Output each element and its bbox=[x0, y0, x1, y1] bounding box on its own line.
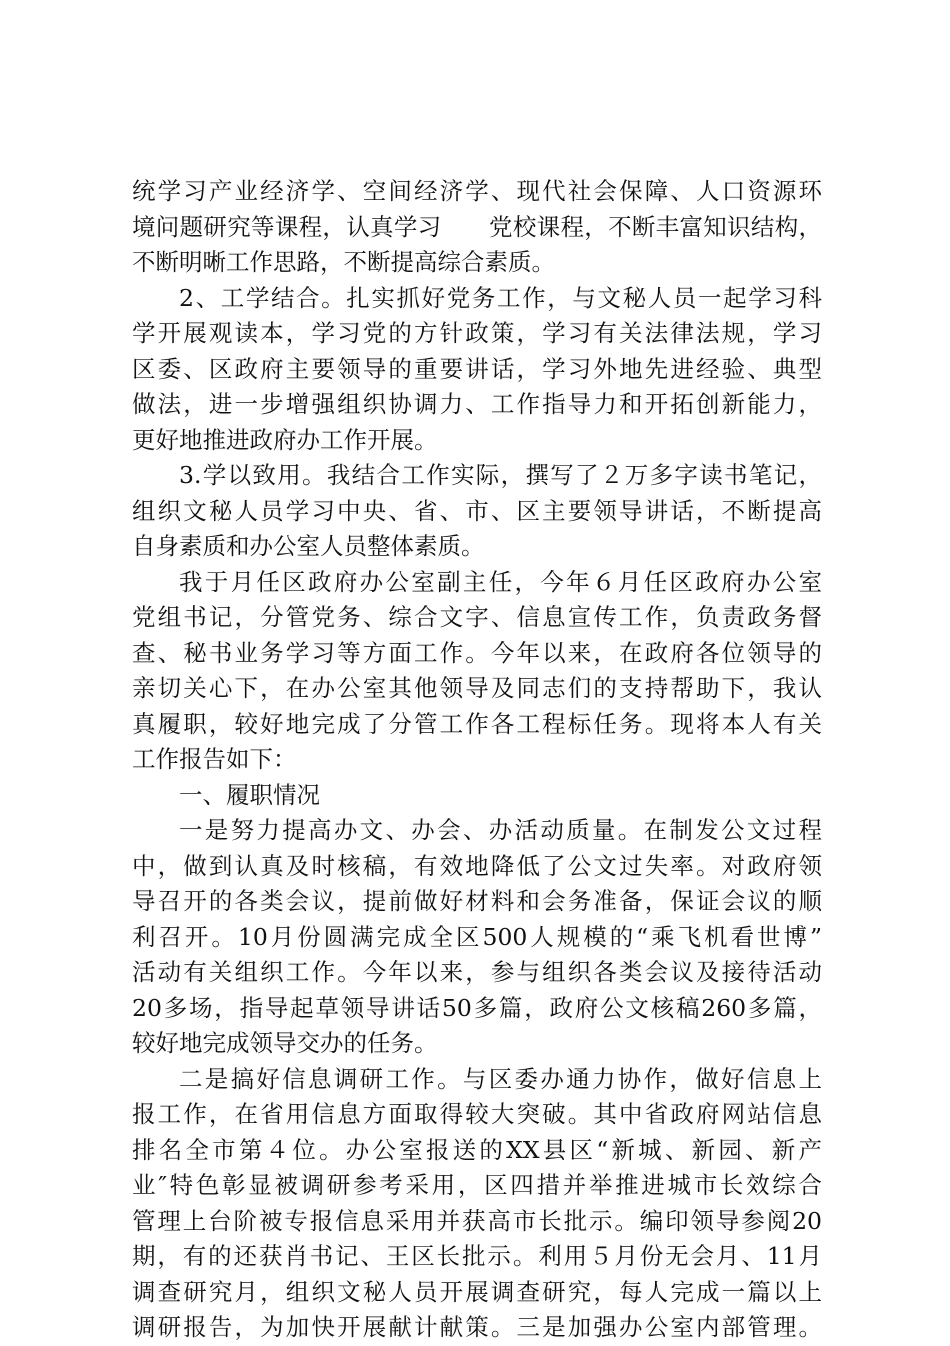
paragraph-start-line: 我于月任区政府办公室副主任，今年６月任区政府办公室 bbox=[179, 567, 822, 596]
document-body bbox=[132, 174, 822, 1346]
text-line: 较好地完成领导交办的任务。 bbox=[132, 1029, 438, 1057]
text-line: 组织文秘人员学习中央、省、市、区主要领导讲话，不断提高 bbox=[132, 496, 822, 525]
text-line: 导召开的各类会议，提前做好材料和会务准备，保证会议的顺 bbox=[132, 887, 822, 915]
section-heading: 一、履职情况 bbox=[179, 780, 320, 809]
text-line: 更好地推进政府办工作开展。 bbox=[132, 425, 438, 454]
text-line: 真履职，较好地完成了分管工作各工程标任务。现将本人有关 bbox=[132, 709, 822, 738]
text-line: 利召开。10月份圆满完成全区500人规模的“乘飞机看世博” bbox=[132, 922, 822, 951]
text-line: 不断明晰工作思路，不断提高综合素质。 bbox=[132, 248, 555, 276]
text-line: 党组书记，分管党务、综合文字、信息宣传工作，负责政务督 bbox=[132, 603, 822, 631]
text-line: 亲切关心下，在办公室其他领导及同志们的支持帮助下，我认 bbox=[132, 674, 822, 702]
text-line: 业″特色彰显被调研参考采用，区四措并举推进城市长效综合 bbox=[132, 1171, 822, 1199]
text-line: 调研报告，为加快开展献计献策。三是加强办公室内部管理。 bbox=[132, 1313, 822, 1341]
text-line: 境问题研究等课程，认真学习 党校课程，不断丰富知识结构， bbox=[132, 212, 822, 241]
text-line: 区委、区政府主要领导的重要讲话，学习外地先进经验、典型 bbox=[132, 354, 822, 383]
text-line: 统学习产业经济学、空间经济学、现代社会保障、人口资源环 bbox=[132, 177, 822, 205]
text-line: 活动有关组织工作。今年以来，参与组织各类会议及接待活动 bbox=[132, 958, 822, 986]
text-line: 中，做到认真及时核稿，有效地降低了公文过失率。对政府领 bbox=[132, 851, 822, 880]
text-line: 管理上台阶被专报信息采用并获高市长批示。编印领导参阅20 bbox=[132, 1206, 822, 1235]
text-line: 调查研究月，组织文秘人员开展调查研究，每人完成一篇以上 bbox=[132, 1277, 822, 1306]
text-line: 工作报告如下： bbox=[132, 745, 297, 773]
paragraph-start-line: 2、工学结合。扎实抓好党务工作，与文秘人员一起学习科 bbox=[179, 283, 822, 312]
text-line: 报工作，在省用信息方面取得较大突破。其中省政府网站信息 bbox=[132, 1100, 822, 1128]
paragraph-start-line: 二是搞好信息调研工作。与区委办通力协作，做好信息上 bbox=[179, 1064, 822, 1093]
text-line: 做法，进一步增强组织协调力、工作指导力和开拓创新能力， bbox=[132, 390, 822, 418]
text-line: 学开展观读本，学习党的方针政策，学习有关法律法规，学习 bbox=[132, 319, 822, 347]
paragraph-start-line: 3.学以致用。我结合工作实际，撰写了２万多字读书笔记， bbox=[179, 461, 822, 489]
text-line: 20多场，指导起草领导讲话50多篇，政府公文核稿260多篇， bbox=[132, 993, 822, 1022]
paragraph-start-line: 一是努力提高办文、办会、办活动质量。在制发公文过程 bbox=[179, 816, 822, 844]
text-line: 排名全市第４位。办公室报送的XX县区“新城、新园、新产 bbox=[132, 1135, 822, 1164]
text-line: 自身素质和办公室人员整体素质。 bbox=[132, 532, 485, 560]
text-line: 期，有的还获肖书记、王区长批示。利用５月份无会月、11月 bbox=[132, 1242, 822, 1270]
text-line: 查、秘书业务学习等方面工作。今年以来，在政府各位领导的 bbox=[132, 638, 822, 667]
